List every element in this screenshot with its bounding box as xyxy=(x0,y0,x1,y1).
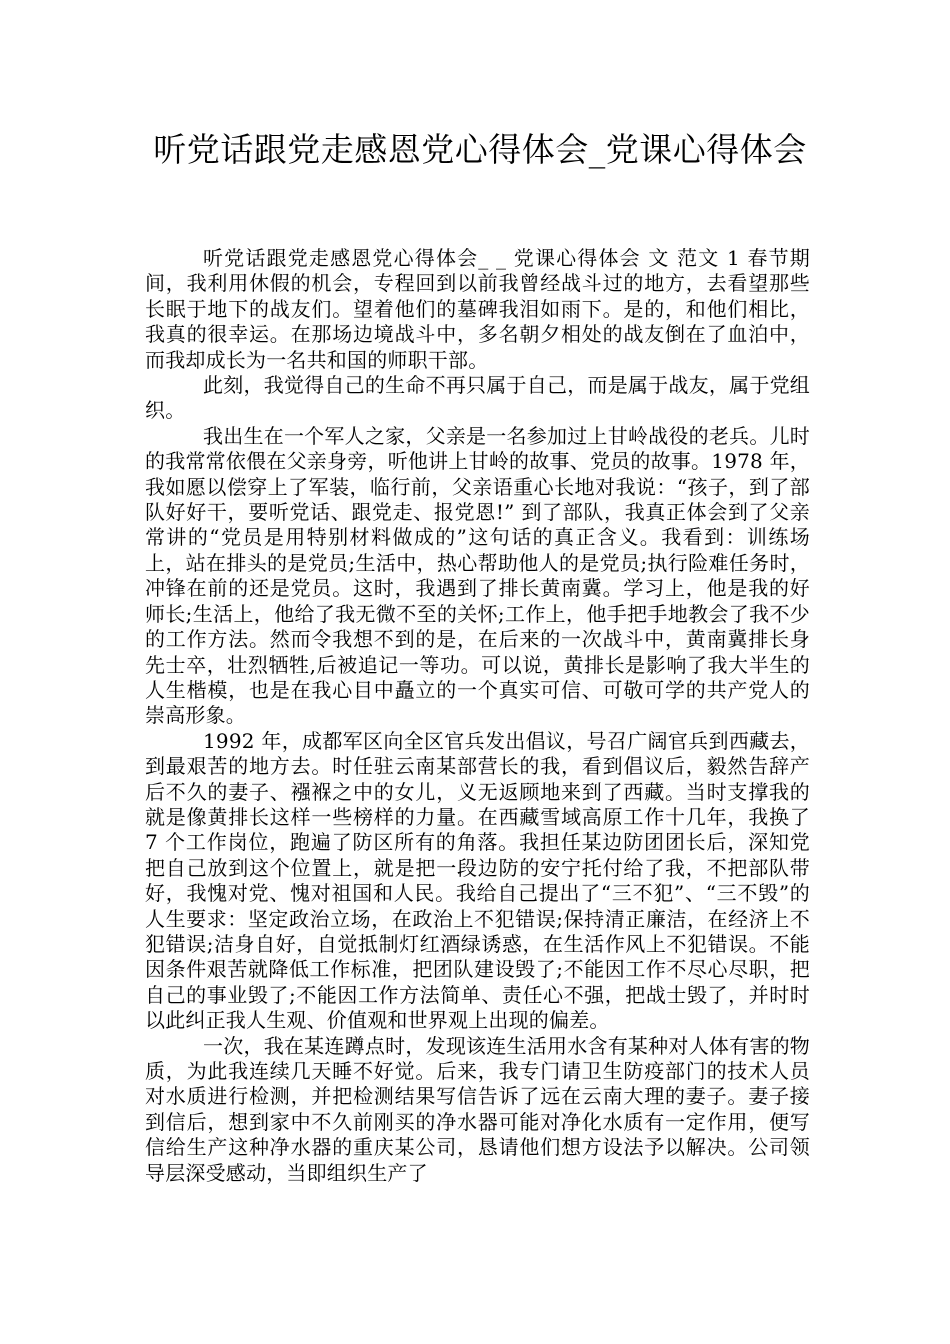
paragraph-4: 1992 年，成都军区向全区官兵发出倡议，号召广阔官兵到西藏去，到最艰苦的地方去。时任驻云南某部营长的我，看到倡议后，毅然告辞产后不久的妻子、襁褓之中的女儿，义无返顾地来到了西藏。当时支撑我的就是像黄排长这样一些榜样的力量。在西藏雪域高原工作十几年，我换了 7 个工作岗位，跑遍了防区所有的角落。我担任某边防团团长后，深知党把自己放到这个位置上，就是把一段边防的安宁托付给了我，不把部队带好，我愧对党、愧对祖国和人民。我给自己提出了“三不犯”、“三不毁”的人生要求：坚定政治立场，在政治上不犯错误;保持清正廉洁，在经济上不犯错误;洁身自好，自觉抵制灯红酒绿诱惑，在生活作风上不犯错误。不能因条件艰苦就降低工作标准，把团队建设毁了;不能因工作不尽心尽职，把自己的事业毁了;不能因工作方法简单、责任心不强，把战士毁了，并时时以此纠正我人生观、价值观和世界观上出现的偏差。 xyxy=(145,728,810,1033)
paragraph-5: 一次，我在某连蹲点时，发现该连生活用水含有某种对人体有害的物质，为此我连续几天睡不好觉。后来，我专门请卫生防疫部门的技术人员对水质进行检测，并把检测结果写信告诉了远在云南大理的妻子。妻子接到信后，想到家中不久前刚买的净水器可能对净化水质有一定作用，便写信给生产这种净水器的重庆某公司，恳请他们想方设法予以解决。公司领导层深受感动，当即组织生产了 xyxy=(145,1033,810,1185)
paragraph-3: 我出生在一个军人之家，父亲是一名参加过上甘岭战役的老兵。儿时的我常常依偎在父亲身旁，听他讲上甘岭的故事、党员的故事。1978 年，我如愿以偿穿上了军装，临行前，父亲语重心长地对我说：“孩子，到了部队好好干，要听党话、跟党走、报党恩!” 到了部队，我真正体会到了父亲常讲的“党员是用特别材料做成的”这句话的真正含义。我看到：训练场上，站在排头的是党员;生活中，热心帮助他人的是党员;执行险难任务时，冲锋在前的还是党员。这时，我遇到了排长黄南冀。学习上，他是我的好师长;生活上，他给了我无微不至的关怀;工作上，他手把手地教会了我不少的工作方法。然而令我想不到的是，在后来的一次战斗中，黄南冀排长身先士卒，壮烈牺牲,后被追记一等功。可以说，黄排长是影响了我大半生的人生楷模，也是在我心目中矗立的一个真实可信、可敬可学的共产党人的崇高形象。 xyxy=(145,423,810,728)
document-title: 听党话跟党走感恩党心得体会_党课心得体会 xyxy=(153,130,807,169)
paragraph-2: 此刻，我觉得自己的生命不再只属于自己，而是属于战友，属于党组织。 xyxy=(145,373,810,423)
document-body xyxy=(145,246,810,1186)
paragraph-1: 听党话跟党走感恩党心得体会_ _ 党课心得体会 文 范文 1 春节期间，我利用休假的机会，专程回到以前我曾经战斗过的地方，去看望那些长眠于地下的战友们。望着他们的墓碑我泪如雨下。是的，和他们相比，我真的很幸运。在那场边境战斗中，多名朝夕相处的战友倒在了血泊中，而我却成长为一名共和国的师职干部。 xyxy=(145,246,810,372)
